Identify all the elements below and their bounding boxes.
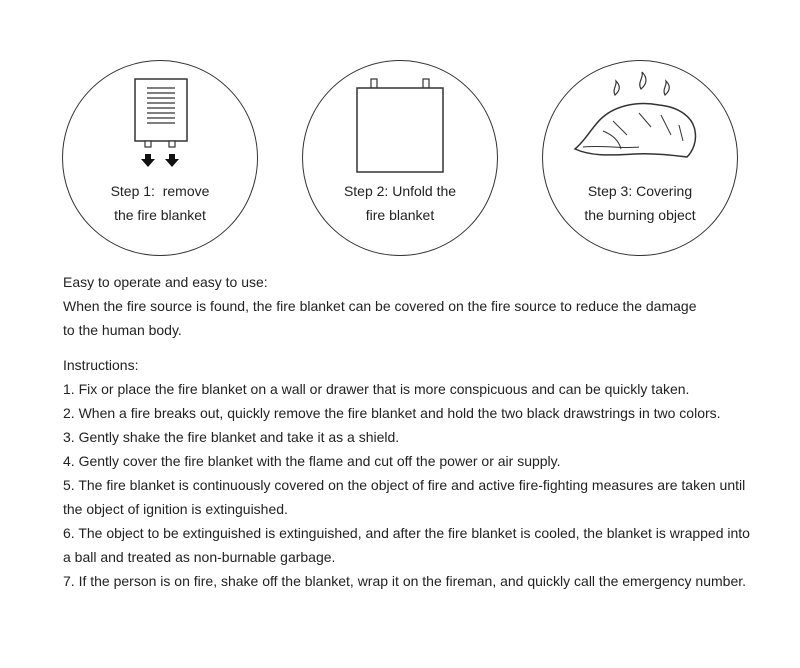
intro-line: When the fire source is found, the fire blanket can be covered on the fire source to reduce the damage (63, 298, 697, 314)
instruction-line: 2. When a fire breaks out, quickly remove the fire blanket and hold the two black drawstrings in two colors. (63, 405, 721, 421)
instructions-section (63, 353, 763, 593)
step-2-circle (302, 60, 498, 256)
step-3-circle (542, 60, 738, 256)
intro-line: to the human body. (63, 322, 182, 338)
step-3-line-1: Step 3: Covering (587, 183, 693, 199)
instructions-heading: Instructions: (63, 357, 139, 373)
unfolded-blanket-icon (303, 61, 499, 181)
intro-heading: Easy to operate and easy to use: (63, 274, 268, 290)
steps-row (0, 0, 800, 262)
step-2-line-1: Step 2: Unfold the (343, 183, 457, 199)
step-1-circle (62, 60, 258, 256)
step-1-caption (73, 179, 247, 227)
instruction-line: 1. Fix or place the fire blanket on a wall or drawer that is more conspicuous and can be quickly taken. (63, 381, 690, 397)
step-3-line-2: the burning object (584, 207, 696, 223)
instruction-line: the object of ignition is extinguished. (63, 501, 288, 517)
covered-burning-object-icon (543, 61, 739, 181)
instruction-line: 5. The fire blanket is continuously covered on the object of fire and active fire-fighting measures are taken until (63, 477, 746, 493)
step-1-line-1: Step 1: remove (110, 183, 210, 199)
step-1-line-2: the fire blanket (114, 207, 206, 223)
instruction-line: a ball and treated as non-burnable garbage. (63, 549, 336, 565)
instruction-line: 6. The object to be extinguished is extinguished, and after the fire blanket is cooled, the blanket is wrapped into (63, 525, 750, 541)
step-2-caption (313, 179, 487, 227)
intro-section (63, 270, 763, 342)
step-2-line-2: fire blanket (365, 207, 435, 223)
step-3-caption (553, 179, 727, 227)
instruction-line: 4. Gently cover the fire blanket with the flame and cut off the power or air supply. (63, 453, 561, 469)
instruction-line: 7. If the person is on fire, shake off the blanket, wrap it on the fireman, and quickly call the emergency number. (63, 573, 747, 589)
folded-blanket-pouch-icon (63, 61, 259, 181)
instruction-line: 3. Gently shake the fire blanket and take it as a shield. (63, 429, 400, 445)
